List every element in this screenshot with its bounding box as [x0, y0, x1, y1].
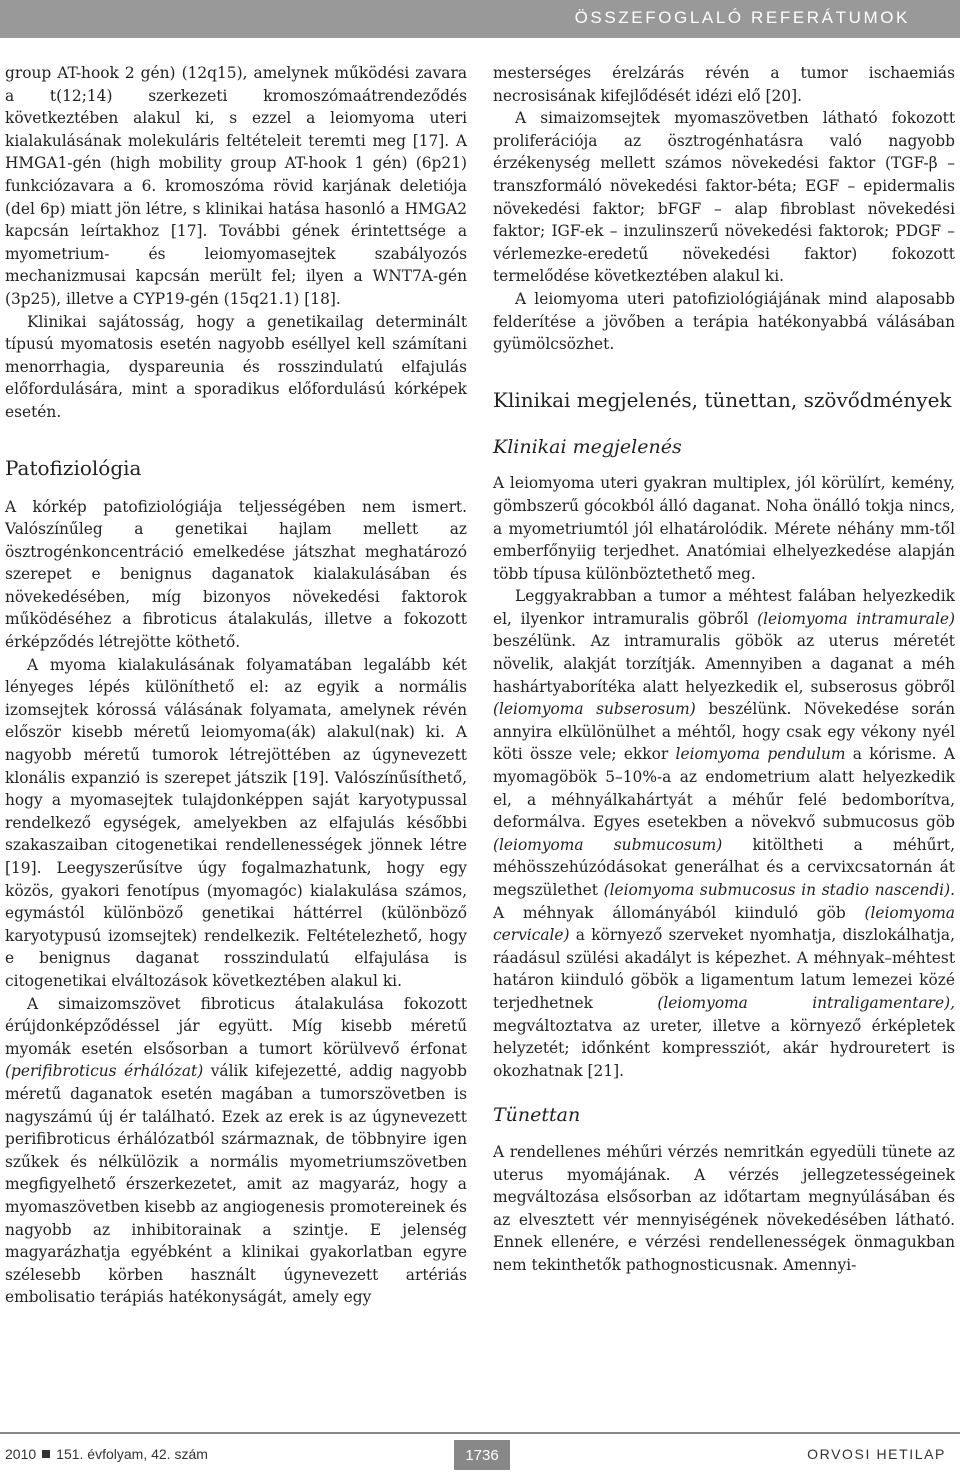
subheading-tunettan: Tünettan — [493, 1104, 581, 1127]
header-bar — [0, 0, 960, 38]
page-footer — [0, 1432, 960, 1470]
journal-name: ORVOSI HETILAP — [807, 1446, 946, 1462]
footer-year: 2010 — [5, 1446, 37, 1462]
section-title: ÖSSZEFOGLALÓ REFERÁTUMOK — [574, 8, 910, 27]
page-number: 1736 — [454, 1440, 510, 1470]
paragraph: A kórkép patofiziológiája teljességében nem ismert. Valószínűleg a genetikai hajlam mellett az ösztrogénkoncentráció emelkedése játszhat meghatározó szerepet e benignus daganatok kialakulásában és növekedésében, míg bizonyos növekedési faktorok működéséhez a fibroticus átalakulás, illetve a fokozott érképződés létrejötte köthető. — [5, 497, 467, 652]
issue-info — [5, 1446, 208, 1462]
paragraph: A leiomyoma uteri patofiziológiájának mind alaposabb felderítése a jövőben a terápia hatékonyabbá válásában gyümölcsözhet. — [493, 289, 955, 354]
paragraph: A rendellenes méhűri vérzés nemritkán egyedüli tünete az uterus myomájának. A vérzés jellegzetességeinek megváltozása elsősorban az időtartam megnyúlásában és az elvesztett vér mennyiségének növekedésében látható. Ennek ellenére, e vérzési rendellenességek önmagukban nem tekinthetők pathognosticusnak. Amennyi- — [493, 1142, 955, 1274]
paragraph: A simaizomszövet fibroticus átalakulása fokozott érújdonképződéssel jár együtt. Míg kisebb méretű myomák esetén elsősorban a tumort körülvevő érfonat (perifibroticus érhálózat) válik kifejezetté, addig nagyobb méretű daganatok esetén magában a tumorszövetben is nagyszámú új ér található. Ezek az erek is az úgynevezett perifibroticus érhálózatból származnak, de többnyire igen szűkek és nélkülözik a normális myometriumszövetben megfigyelhető érszerkezetet, amit az magyaráz, hogy a myomaszövetben kisebb az angiogenesis promotereinek és nagyobb az inhibitorainak a szintje. E jelenség magyarázhatja egyébként a klinikai gyakorlatban egyre szélesebb körben használt úgynevezett artériás embolisatio terápiás hatékonyságát, amely egy — [5, 994, 467, 1307]
footer-volume: 151. évfolyam, 42. szám — [56, 1446, 208, 1462]
right-column — [493, 62, 955, 1277]
section-heading-patofiziologia: Patofiziológia — [5, 455, 142, 480]
paragraph: Klinikai sajátosság, hogy a genetikailag determinált típusú myomatosis esetén nagyobb eséllyel kell számítani menorrhagia, dyspareunia és rosszindulatú elfajulás előfordulására, mint a sporadikus előfordulású kórképek esetén. — [5, 312, 467, 421]
paragraph: group AT-hook 2 gén) (12q15), amelynek működési zavara a t(12;14) szerkezeti kromoszómaátrendeződés következtében alakul ki, s ezzel a leiomyoma uteri kialakulásának molekuláris feltételeit teremti meg [17]. A HMGA1-gén (high mobility group AT-hook 1 gén) (6p21) funkciózavara a 6. kromoszóma rövid karjának deletiója (del 6p) miatt jön létre, s klinikai hatása hasonló a HMGA2 kapcsán leírtakhoz [17]. További gének érintettsége a myometrium- és leiomyomasejtek szabályozós mechanizmusai kapcsán merült fel; ilyen a WNT7A-gén (3p25), illetve a CYP19-gén (15q21.1) [18]. — [5, 64, 467, 308]
paragraph: mesterséges érelzárás révén a tumor ischaemiás necrosisának kifejlődését idézi elő [20]. — [493, 64, 955, 105]
paragraph: A leiomyoma uteri gyakran multiplex, jól körülírt, kemény, gömbszerű gócokból álló daganat. Noha önálló tokja nincs, a myometriumtól jól elhatárolódik. Mérete néhány mm-től emberfőnyiig terjedhet. Anatómiai elhelyezkedése alapján több típusa különböztethető meg. — [493, 474, 955, 583]
square-bullet-icon — [42, 1450, 50, 1458]
subheading-klinikai-megjelenes: Klinikai megjelenés — [493, 435, 682, 458]
paragraph: A myoma kialakulásának folyamatában legalább két lényeges lépés különíthető el: az egyik a normális izomsejtek kórossá válásának folyamata, amelynek révén először kisebb méretű leiomyoma(ák) alakul(nak) ki. A nagyobb méretű tumorok létrejöttében az úgynevezett klonális expanzió is szerepet játszik [19]. Valószínűsíthető, hogy a myomasejtek tulajdonképpen saját karyotypussal rendelkező egységek, amelyekben az elfajulás későbbi szakaszaiban citogenetikai rendellenességek jönnek létre [19]. Leegyszerűsítve úgy fogalmazhatunk, hogy egy közös, gyakori fenotípus (myomagóc) kialakulása számos, egymástól különböző genetikai háttérrel (különböző karyotypusú izomsejtek) rendelkezik. Feltételezhető, hogy e benignus daganat rosszindulatú elfajulása is citogenetikai elváltozások következtében alakul ki. — [5, 655, 467, 990]
paragraph: A simaizomsejtek myomaszövetben látható fokozott proliferációja az ösztrogénhatásra való nagyobb érzékenység mellett számos növekedési faktor (TGF-β – transzformáló növekedési faktor-béta; EGF – epidermalis növekedési faktor; bFGF – alap fibroblast növekedési faktor; IGF-ek – inzulinszerű növekedési faktorok; PDGF – vérlemezke-eredetű növekedési faktor) fokozott termelődése következtében alakul ki. — [493, 109, 955, 286]
left-column — [5, 62, 467, 1309]
footer-divider — [0, 1432, 960, 1434]
section-heading-klinikai: Klinikai megjelenés, tünettan, szövődmények — [493, 387, 952, 412]
paragraph: Leggyakrabban a tumor a méhtest falában helyezkedik el, ilyenkor intramuralis göbről (leiomyoma intramurale) beszélünk. Az intramuralis göbök az uterus méretét növelik, alakját torzítják. Amennyiben a daganat a méh hashártyaborítéka alatt helyezkedik el, subserosus göbről (leiomyoma subserosum) beszélünk. Növekedése során annyira elkülönülhet a méhtől, hogy csak egy vékony nyél köti össze vele; ekkor leiomyoma pendulum a kórisme. A myomagöbök 5–10%-a az endometrium alatt helyezkedik el, a méhnyálkahártyát a méhűr felé bedomborítva, deformálva. Egyes esetekben a növekvő submucosus göb (leiomyoma submucosum) kitöltheti a méhűrt, méhösszehúzódásokat generálhat és a cervixcsatornán át megszülethet (leiomyoma submucosus in stadio nascendi). A méhnyak állományából kiinduló göb (leiomyoma cervicale) a környező szerveket nyomhatja, diszlokálhatja, ráadásul szülési akadályt is képezhet. A méhnyak–méhtest határon kiinduló göbök a ligamentum latum lemezei közé terjedhetnek (leiomyoma intraligamentare), megváltoztatva az ureter, illetve a környező érképletek helyzetét; időnként kompressziót, akár hydrouretert is okozhatnak [21]. — [493, 587, 956, 1080]
